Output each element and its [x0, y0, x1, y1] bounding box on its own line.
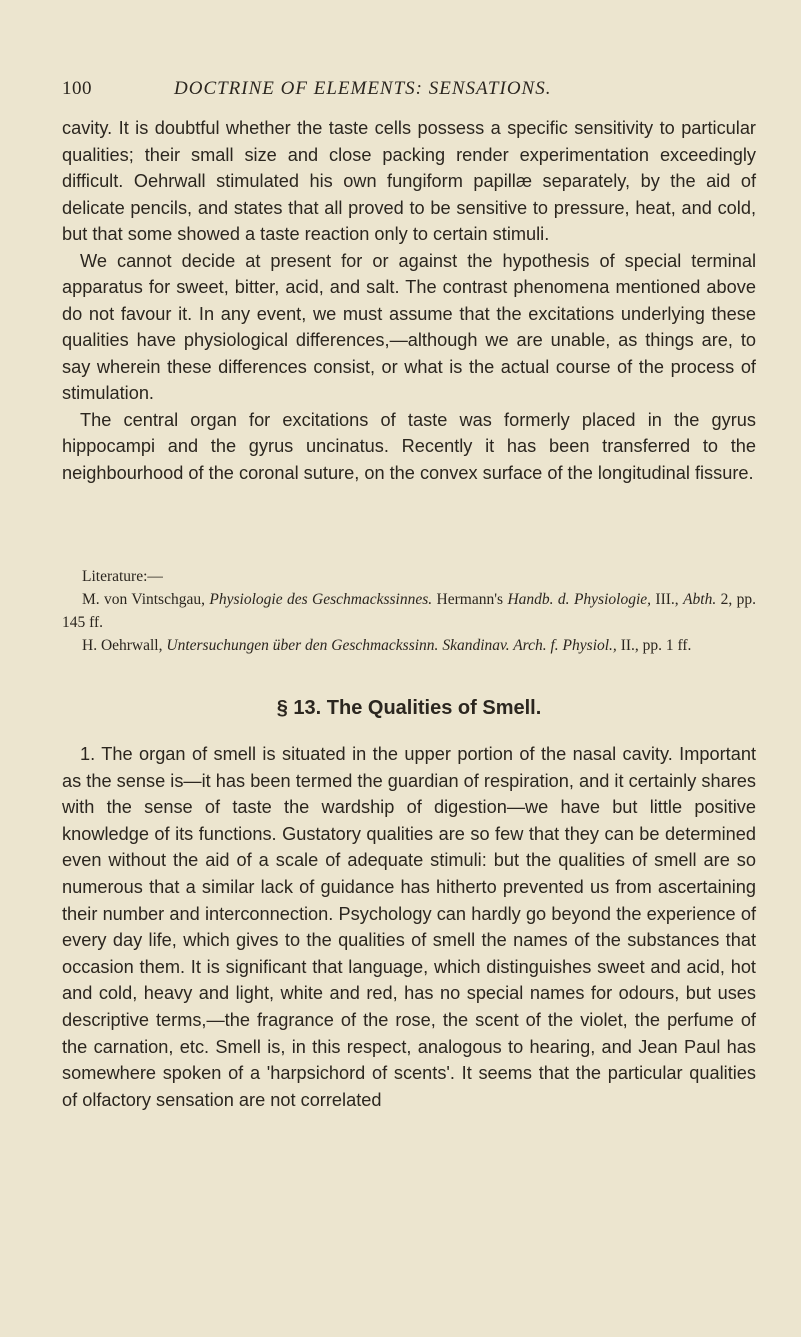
entry-title: Physiologie des Geschmackssinnes. — [209, 591, 433, 608]
entry-text: Hermann's — [432, 591, 508, 608]
entry-text: III., — [651, 591, 684, 608]
paragraph: 1. The organ of smell is situated in the upper portion of the nasal cavity. Important as the sense is—it has been termed the guardian of respiration, and it certainly shares with the sense of taste the wardship of digestion—we have but little positive knowledge of its functions. Gustatory qualities are so few that they can be determined even without the aid of a scale of adequate stimuli: but the qualities of smell are so numerous that a similar lack of guidance has hitherto prevented us from ascertaining their number and interconnection. Psychology can hardly go beyond the experience of every day life, which gives to the qualities of smell the names of the substances that occasion them. It is significant that language, which distinguishes sweet and acid, hot and cold, heavy and light, white and red, has no special names for odours, but uses descriptive terms,—the fragrance of the rose, the scent of the violet, the perfume of the carnation, etc. Smell is, in this respect, analogous to hearing, and Jean Paul has somewhere spoken of a 'harpsichord of scents'. It seems that the particular qualities of olfactory sensation are not correlated — [62, 744, 756, 1110]
page-number: 100 — [62, 78, 92, 99]
entry-abth: Abth. — [683, 591, 717, 608]
section-heading: § 13. The Qualities of Smell. — [276, 697, 542, 719]
entry-book: Handb. d. Physiologie, — [507, 591, 652, 608]
entry-title: Untersuchungen über den Geschmackssinn. — [166, 637, 439, 654]
entry-pages: II., pp. 1 ff. — [616, 637, 692, 654]
entry-journal: Skandinav. Arch. f. Physiol., — [442, 637, 617, 654]
entry-author: M. von Vintschgau, — [82, 591, 210, 608]
running-title: DOCTRINE OF ELEMENTS: SENSATIONS. — [174, 78, 552, 99]
section-text — [62, 741, 756, 1113]
entry-author: H. Oehrwall, — [82, 637, 167, 654]
paragraph: The central organ for excitations of taste was formerly placed in the gyrus hippocampi and the gyrus uncinatus. Recently it has been transferred to the neighbourhood of the coronal suture, on the convex surface of the longitudinal fissure. — [62, 409, 756, 483]
literature-label: Literature:— — [82, 568, 163, 585]
paragraph: cavity. It is doubtful whether the taste cells possess a specific sensitivity to particular qualities; their small size and close packing render experimentation exceedingly difficult. Oehrwall stimulated his own fungiform papillæ separately, by the aid of delicate pencils, and states that all proved to be sensitive to pressure, heat, and cold, but that some showed a taste reaction only to certain stimuli. — [62, 118, 756, 244]
paragraph: We cannot decide at present for or against the hypothesis of special terminal apparatus for sweet, bitter, acid, and salt. The contrast phenomena mentioned above do not favour it. In any event, we must assume that the excitations underlying these qualities have physiological differences,—although we are unable, as things are, to say wherein these differences consist, or what is the actual course of the process of stimulation. — [62, 250, 756, 403]
main-text — [62, 115, 756, 486]
entry-pages: 2, pp. 145 ff. — [62, 591, 757, 631]
literature-entry — [62, 588, 756, 634]
literature-list — [62, 565, 756, 657]
literature-entry — [62, 634, 756, 657]
